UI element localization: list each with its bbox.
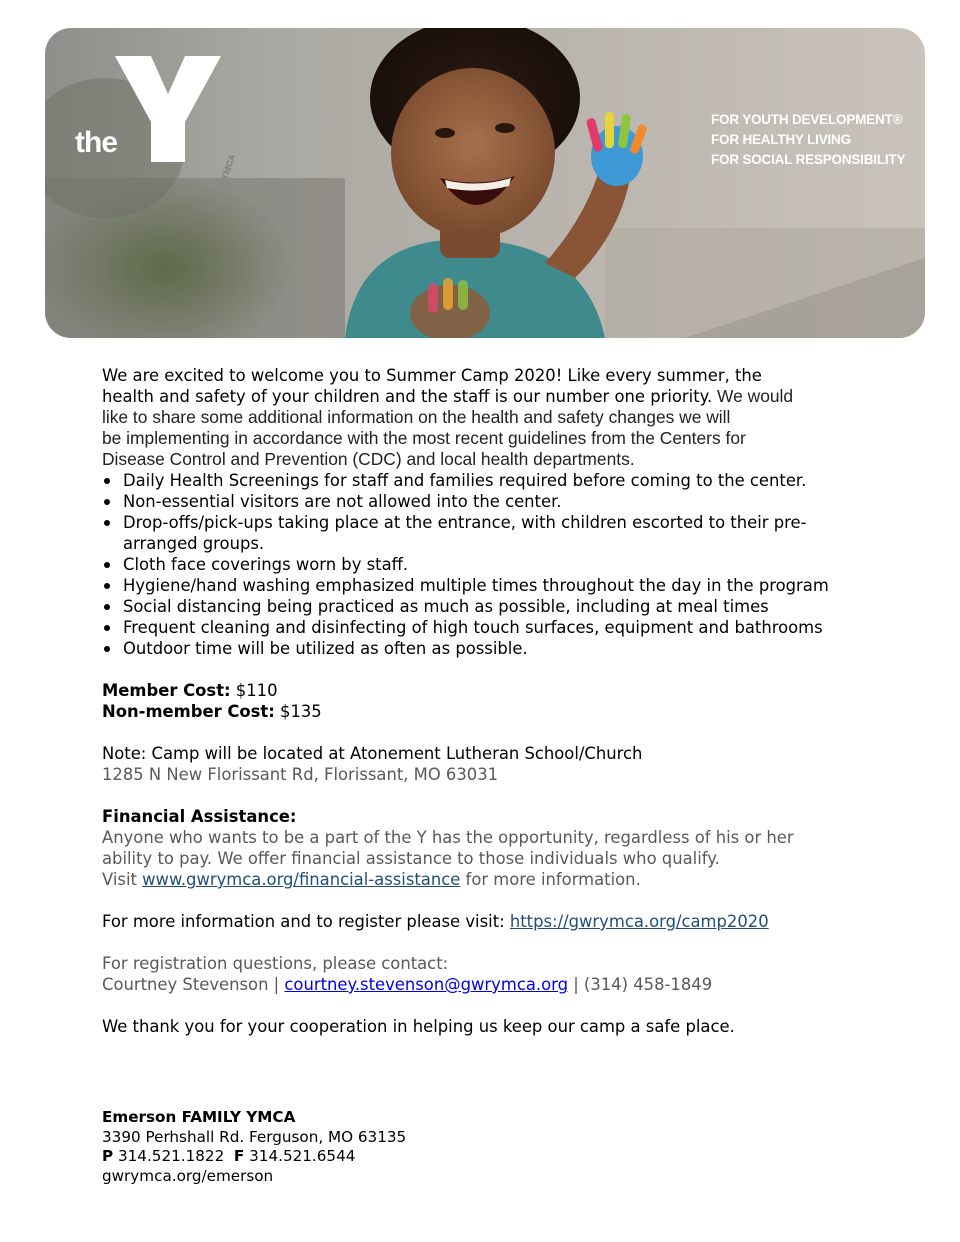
list-item: Daily Health Screenings for staff and families required before coming to the center. [102, 470, 862, 491]
intro-line-5: Disease Control and Prevention (CDC) and local health departments. [102, 449, 635, 469]
nonmember-cost-value: $135 [274, 702, 322, 721]
contact-heading: For registration questions, please contact: [102, 954, 449, 973]
logo-the-text: the [75, 126, 117, 159]
list-item: Non-essential visitors are not allowed into the center. [102, 491, 862, 512]
financial-assistance-link[interactable]: www.gwrymca.org/financial-assistance [142, 870, 461, 889]
ymca-taglines [711, 110, 905, 170]
fax-label: F [233, 1147, 245, 1165]
letter-body [102, 365, 862, 1037]
phone-value: 314.521.1822 [113, 1147, 225, 1165]
register-line [102, 911, 862, 932]
financial-after-text: for more information. [460, 870, 641, 889]
financial-line-2: ability to pay. We offer financial assistance to those individuals who qualify. [102, 849, 720, 868]
financial-line-3 [102, 869, 862, 890]
nonmember-cost [102, 701, 862, 722]
member-cost-value: $110 [230, 681, 278, 700]
financial-heading: Financial Assistance: [102, 807, 297, 826]
register-link[interactable]: https://gwrymca.org/camp2020 [509, 912, 769, 931]
tagline-social: FOR SOCIAL RESPONSIBILITY [711, 152, 906, 167]
list-item: Hygiene/hand washing emphasized multiple times throughout the day in the program [102, 575, 862, 596]
intro-line-2 [102, 386, 862, 407]
ymca-logo[interactable] [73, 54, 263, 204]
register-text: For more information and to register please visit: [102, 912, 510, 931]
member-cost [102, 680, 862, 701]
financial-line-1: Anyone who wants to be a part of the Y has the opportunity, regardless of his or her [102, 828, 794, 847]
list-item: Frequent cleaning and disinfecting of high touch surfaces, equipment and bathrooms [102, 617, 862, 638]
branch-name: Emerson FAMILY YMCA [102, 1108, 296, 1126]
phone-label: P [102, 1147, 114, 1165]
contact-email-link[interactable]: courtney.stevenson@gwrymca.org [284, 975, 568, 994]
hero-banner [45, 28, 925, 338]
intro-line-3: like to share some additional information on the health and safety changes we will [102, 407, 731, 427]
financial-visit-text: Visit [102, 870, 143, 889]
list-item: Cloth face coverings worn by staff. [102, 554, 862, 575]
contact-line [102, 974, 862, 995]
list-item: Social distancing being practiced as much as possible, including at meal times [102, 596, 862, 617]
nonmember-cost-label: Non-member Cost: [102, 702, 275, 721]
intro-line-2a: health and safety of your children and the staff is our number one priority. [102, 387, 713, 406]
branch-phones [102, 1147, 602, 1167]
intro-line-4: be implementing in accordance with the most recent guidelines from the Centers for [102, 428, 746, 448]
tagline-youth: FOR YOUTH DEVELOPMENT® [711, 112, 903, 127]
location-note: Note: Camp will be located at Atonement Lutheran School/Church [102, 744, 643, 763]
member-cost-label: Member Cost: [102, 681, 231, 700]
location-address: 1285 N New Florissant Rd, Florissant, MO 63031 [102, 765, 499, 784]
list-item: Drop-offs/pick-ups taking place at the entrance, with children escorted to their pre-arranged groups. [102, 512, 862, 554]
branch-footer [102, 1108, 602, 1186]
intro-line-2b: We would [712, 386, 794, 406]
intro-line-1: We are excited to welcome you to Summer Camp 2020! Like every summer, the [102, 366, 762, 385]
branch-website[interactable]: gwrymca.org/emerson [102, 1166, 274, 1185]
logo-ymca-text: YMCA [219, 152, 238, 182]
tagline-healthy: FOR HEALTHY LIVING [711, 132, 851, 147]
contact-name: Courtney Stevenson | [102, 975, 285, 994]
y-logo-icon [113, 54, 223, 164]
safety-measures-list [102, 470, 862, 659]
fax-value: 314.521.6544 [244, 1147, 356, 1165]
thanks-line: We thank you for your cooperation in helping us keep our camp a safe place. [102, 1017, 735, 1036]
list-item: Outdoor time will be utilized as often as possible. [102, 638, 862, 659]
contact-phone: | (314) 458-1849 [567, 975, 713, 994]
branch-address: 3390 Perhshall Rd. Ferguson, MO 63135 [102, 1127, 407, 1146]
